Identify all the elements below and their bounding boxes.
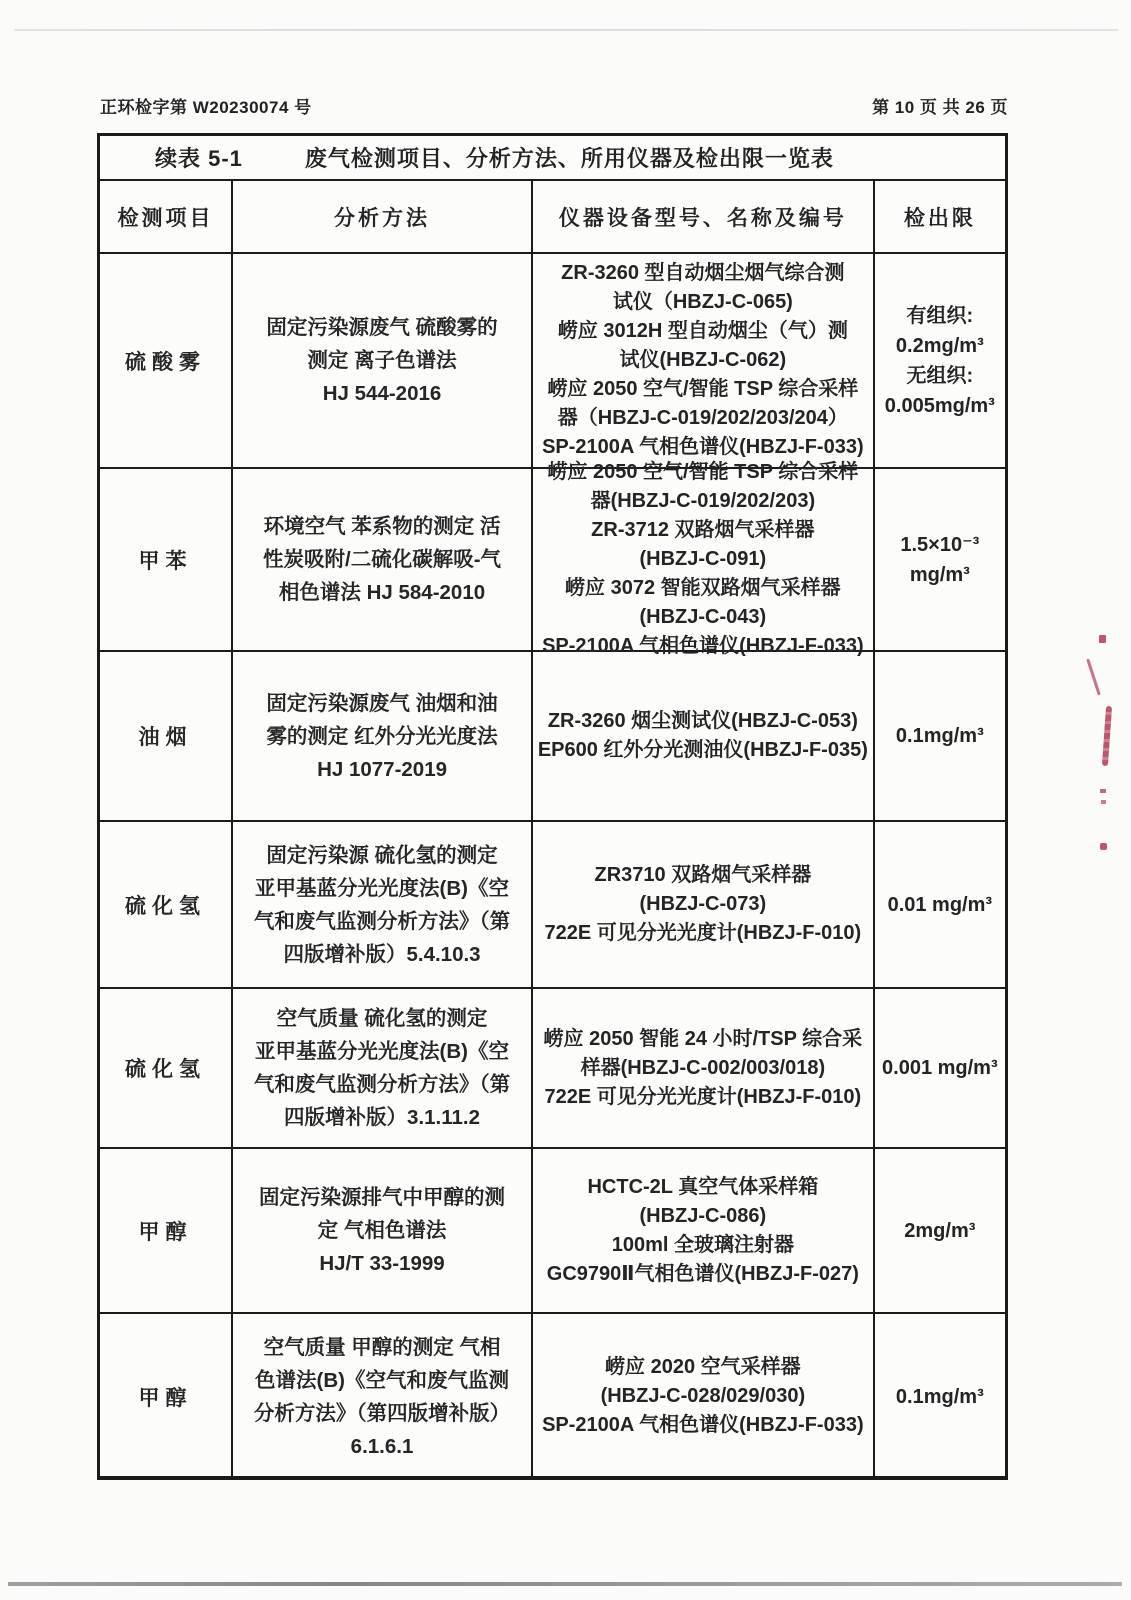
cell-detection-item: 甲苯	[100, 469, 233, 650]
limit-line: 有组织:	[906, 304, 974, 327]
cell-instrument	[533, 652, 875, 820]
table-row	[100, 652, 1005, 822]
cell-analysis-method	[233, 1149, 533, 1312]
limit-line: 2mg/m³	[904, 1219, 976, 1242]
table-row	[100, 254, 1005, 469]
cell-detection-limit	[875, 989, 1005, 1147]
limit-line: 0.2mg/m³	[895, 334, 984, 357]
cell-analysis-method	[233, 469, 533, 650]
instrument-line: HCTC-2L 真空气体采样箱	[587, 1175, 819, 1198]
cell-instrument	[533, 1149, 875, 1312]
instrument-line: 722E 可见分光光度计(HBZJ-F-010)	[544, 922, 862, 944]
cell-instrument	[533, 822, 875, 987]
cell-detection-limit	[875, 1314, 1005, 1479]
cell-analysis-method	[233, 989, 533, 1147]
instrument-line: SP-2100A 气相色谱仪(HBZJ-F-033)	[542, 635, 864, 657]
method-line: 性炭吸附/二硫化碳解吸-气	[263, 548, 502, 571]
cell-analysis-method	[233, 254, 533, 467]
cell-instrument	[533, 461, 875, 657]
column-header-item: 检测项目	[100, 181, 233, 252]
instrument-line: (HBZJ-C-091)	[639, 548, 767, 570]
method-line: 固定污染源废气 硫酸雾的	[266, 316, 498, 339]
instrument-line: 器(HBZJ-C-019/202/203)	[590, 490, 816, 512]
table-body	[100, 254, 1005, 1479]
column-header-limit: 检出限	[903, 206, 976, 230]
instrument-line: (HBZJ-C-086)	[639, 1204, 767, 1227]
limit-line: mg/m³	[909, 563, 970, 586]
limit-line: 0.1mg/m³	[895, 1385, 984, 1408]
instrument-line: 崂应 2050 智能 24 小时/TSP 综合采	[543, 1027, 863, 1050]
cell-detection-item: 硫化氢	[100, 822, 233, 987]
method-line: 亚甲基蓝分光光度法(B)《空	[255, 1040, 510, 1063]
cell-detection-limit	[875, 1149, 1005, 1312]
cell-detection-limit	[875, 652, 1005, 820]
instrument-line: 崂应 2050 空气/智能 TSP 综合采样	[547, 378, 859, 400]
method-line: 四版增补版）5.4.10.3	[283, 942, 481, 966]
cell-instrument	[533, 989, 875, 1147]
instrument-line: 100ml 全玻璃注射器	[611, 1233, 794, 1256]
cell-instrument	[533, 254, 875, 467]
cell-detection-item: 甲醇	[100, 1314, 233, 1479]
limit-line: 0.001 mg/m³	[882, 1057, 998, 1079]
red-seal-fragment	[1100, 843, 1107, 850]
instrument-line: ZR-3260 烟尘测试仪(HBZJ-C-053)	[547, 710, 858, 732]
table-number: 续表 5-1	[155, 146, 243, 171]
method-line: 色谱法(B)《空气和废气监测	[255, 1368, 510, 1392]
instrument-line: GC9790Ⅱ气相色谱仪(HBZJ-F-027)	[546, 1262, 859, 1285]
instrument-line: 崂应 3012H 型自动烟尘（气）测	[557, 320, 848, 342]
method-line: 四版增补版）3.1.11.2	[284, 1106, 481, 1129]
instrument-line: 崂应 3072 智能双路烟气采样器	[565, 577, 841, 599]
instrument-line: (HBZJ-C-073)	[639, 893, 767, 915]
method-line: 固定污染源废气 油烟和油	[266, 691, 498, 715]
cell-detection-limit	[875, 822, 1005, 987]
instrument-line: SP-2100A 气相色谱仪(HBZJ-F-033)	[542, 436, 864, 458]
method-line: 雾的测定 红外分光光度法	[266, 724, 498, 748]
cell-detection-item: 油烟	[100, 652, 233, 820]
cell-instrument	[533, 1314, 875, 1479]
method-line: 测定 离子色谱法	[307, 349, 457, 372]
method-line: HJ 544-2016	[322, 382, 442, 405]
cell-detection-item: 甲醇	[100, 1149, 233, 1312]
column-header-method: 分析方法	[233, 181, 533, 252]
method-line: 空气质量 硫化氢的测定	[276, 1007, 488, 1030]
instrument-line: 样器(HBZJ-C-002/003/018)	[580, 1056, 826, 1079]
method-line: 6.1.6.1	[350, 1434, 414, 1458]
instrument-line: 试仪(HBZJ-C-062)	[619, 349, 787, 371]
instrument-line: (HBZJ-C-028/029/030)	[600, 1385, 806, 1407]
table-row	[100, 1314, 1005, 1479]
cell-detection-limit	[875, 254, 1005, 467]
method-line: HJ/T 33-1999	[319, 1252, 445, 1275]
instrument-line: 722E 可见分光光度计(HBZJ-F-010)	[544, 1085, 862, 1108]
scan-artifact-bottom-line	[8, 1582, 1122, 1586]
red-seal-fragment	[1102, 706, 1112, 766]
method-line: 定 气相色谱法	[317, 1219, 447, 1242]
method-line: HJ 1077-2019	[317, 757, 447, 781]
red-seal-fragment	[1101, 800, 1106, 804]
instrument-line: (HBZJ-C-043)	[639, 606, 767, 628]
detection-table	[97, 133, 1008, 1480]
instrument-line: ZR-3712 双路烟气采样器	[591, 519, 815, 541]
instrument-line: ZR-3260 型自动烟尘烟气综合测	[561, 262, 845, 284]
table-row	[100, 989, 1005, 1149]
cell-analysis-method	[233, 652, 533, 820]
red-seal-fragment	[1099, 635, 1106, 643]
red-seal-fragment	[1100, 789, 1106, 793]
instrument-line: 崂应 2020 空气采样器	[605, 1356, 801, 1378]
instrument-line: SP-2100A 气相色谱仪(HBZJ-F-033)	[542, 1414, 864, 1436]
cell-detection-item: 硫化氢	[100, 989, 233, 1147]
table-header-row	[100, 181, 1005, 254]
method-line: 固定污染源 硫化氢的测定	[266, 843, 498, 867]
table-title: 废气检测项目、分析方法、所用仪器及检出限一览表	[304, 146, 834, 171]
report-number: 正环检字第 W20230074 号	[100, 98, 312, 117]
instrument-line: EP600 红外分光测油仪(HBZJ-F-035)	[537, 739, 868, 761]
limit-line: 0.1mg/m³	[895, 725, 984, 747]
method-line: 分析方法》（第四版增补版）	[253, 1401, 511, 1425]
instrument-line: ZR3710 双路烟气采样器	[594, 864, 812, 886]
method-line: 相色谱法 HJ 584-2010	[278, 581, 486, 604]
limit-line: 1.5×10⁻³	[900, 533, 980, 556]
method-line: 固定污染源排气中甲醇的测	[259, 1186, 506, 1209]
red-seal-fragment	[1086, 658, 1101, 695]
column-header-instrument: 仪器设备型号、名称及编号	[533, 181, 875, 252]
limit-line: 无组织:	[906, 364, 974, 387]
cell-analysis-method	[233, 822, 533, 987]
method-line: 气和废气监测分析方法》（第	[253, 909, 511, 933]
table-title-row	[100, 136, 1005, 181]
cell-detection-item: 硫酸雾	[100, 254, 233, 467]
limit-line: 0.01 mg/m³	[887, 893, 993, 916]
method-line: 亚甲基蓝分光光度法(B)《空	[255, 876, 510, 900]
cell-analysis-method	[233, 1314, 533, 1479]
table-row	[100, 822, 1005, 989]
instrument-line: 崂应 2050 空气/智能 TSP 综合采样	[547, 461, 859, 483]
instrument-line: 器（HBZJ-C-019/202/203/204）	[557, 407, 848, 429]
table-row	[100, 1149, 1005, 1314]
page-number: 第 10 页 共 26 页	[872, 98, 1008, 117]
table-row	[100, 461, 1005, 657]
page-header	[100, 93, 1008, 118]
cell-detection-limit	[875, 469, 1005, 650]
instrument-line: 试仪（HBZJ-C-065)	[612, 291, 793, 313]
method-line: 空气质量 甲醇的测定 气相	[263, 1335, 501, 1359]
method-line: 气和废气监测分析方法》（第	[253, 1073, 511, 1096]
scan-artifact-top-line	[14, 29, 1118, 31]
limit-line: 0.005mg/m³	[884, 394, 995, 417]
method-line: 环境空气 苯系物的测定 活	[263, 515, 501, 538]
